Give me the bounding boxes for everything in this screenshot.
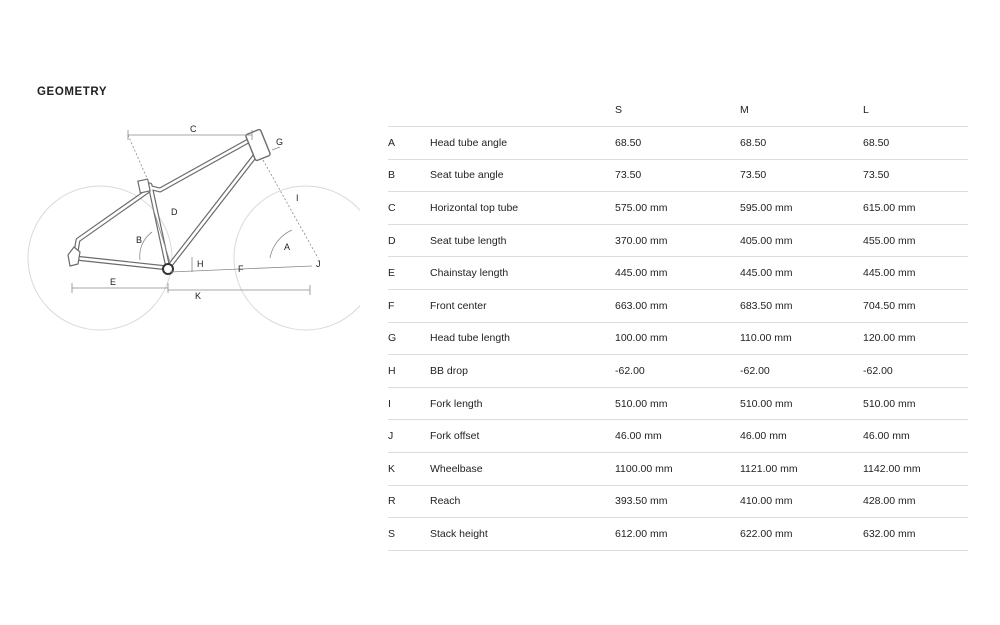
value-m: 683.50 mm (740, 299, 793, 312)
table-row (388, 225, 968, 258)
table-row (388, 518, 968, 551)
value-m: 445.00 mm (740, 267, 793, 280)
dim-label-g: G (276, 137, 284, 147)
dim-label-h: H (197, 259, 204, 269)
dim-label-c: C (190, 124, 197, 134)
value-m: 595.00 mm (740, 201, 793, 214)
row-key: A (388, 136, 396, 149)
value-l: 704.50 mm (863, 299, 916, 312)
head-tube (245, 129, 270, 161)
table-row (388, 323, 968, 356)
value-s: 393.50 mm (615, 495, 668, 508)
table-row (388, 127, 968, 160)
row-key: H (388, 364, 396, 377)
value-s: 575.00 mm (615, 201, 668, 214)
row-name: Head tube length (430, 332, 510, 345)
value-l: 73.50 (863, 169, 890, 182)
value-m: -62.00 (740, 364, 770, 377)
value-l: 615.00 mm (863, 201, 916, 214)
geometry-table (388, 96, 968, 551)
dim-label-d: D (171, 207, 178, 217)
table-row (388, 192, 968, 225)
bike-geometry-diagram (0, 120, 360, 340)
row-key: B (388, 169, 396, 182)
row-key: S (388, 527, 396, 540)
value-l: 120.00 mm (863, 332, 916, 345)
row-name: BB drop (430, 364, 468, 377)
value-m: 110.00 mm (740, 332, 792, 345)
row-key: C (388, 201, 396, 214)
value-s: 663.00 mm (615, 299, 668, 312)
value-s: 1100.00 mm (615, 462, 673, 475)
value-s: -62.00 (615, 364, 645, 377)
dim-label-f: F (238, 264, 244, 274)
value-s: 68.50 (615, 136, 642, 149)
row-key: K (388, 462, 396, 475)
value-l: 1142.00 mm (863, 462, 921, 475)
value-s: 510.00 mm (615, 397, 668, 410)
table-row (388, 486, 968, 519)
dim-label-b: B (136, 235, 143, 245)
row-name: Seat tube angle (430, 169, 504, 182)
value-s: 370.00 mm (615, 234, 668, 247)
value-s: 100.00 mm (615, 332, 668, 345)
table-row (388, 290, 968, 323)
value-m: 46.00 mm (740, 430, 787, 443)
dim-label-j: J (316, 259, 321, 269)
row-name: Seat tube length (430, 234, 507, 247)
bike-frame (75, 140, 258, 268)
row-name: Front center (430, 299, 487, 312)
table-header (388, 96, 968, 127)
row-key: E (388, 267, 396, 280)
value-m: 410.00 mm (740, 495, 793, 508)
row-key: I (388, 397, 391, 410)
dimension-lines (72, 130, 318, 295)
value-l: 46.00 mm (863, 430, 910, 443)
row-name: Fork offset (430, 430, 480, 443)
dim-label-e: E (110, 277, 117, 287)
value-l: 68.50 (863, 136, 890, 149)
value-m: 73.50 (740, 169, 767, 182)
header-size-m: M (740, 104, 749, 116)
value-s: 612.00 mm (615, 527, 668, 540)
row-name: Wheelbase (430, 462, 483, 475)
dim-label-a: A (284, 242, 291, 252)
header-size-l: L (863, 104, 869, 116)
row-name: Chainstay length (430, 267, 509, 280)
row-name: Stack height (430, 527, 488, 540)
value-m: 622.00 mm (740, 527, 793, 540)
seat-clamp (138, 179, 150, 193)
rear-dropout (68, 247, 80, 266)
rear-wheel (28, 186, 172, 330)
value-l: 428.00 mm (863, 495, 916, 508)
dim-label-k: K (195, 291, 202, 301)
value-l: -62.00 (863, 364, 893, 377)
value-l: 632.00 mm (863, 527, 916, 540)
row-key: F (388, 299, 395, 312)
bike-frame-inner (75, 140, 258, 268)
page-title: GEOMETRY (37, 86, 108, 98)
header-size-s: S (615, 104, 623, 116)
row-key: R (388, 495, 396, 508)
value-s: 73.50 (615, 169, 642, 182)
value-m: 1121.00 mm (740, 462, 798, 475)
table-row (388, 160, 968, 193)
row-key: G (388, 332, 397, 345)
value-l: 455.00 mm (863, 234, 916, 247)
row-name: Reach (430, 495, 461, 508)
row-name: Horizontal top tube (430, 201, 519, 214)
value-m: 405.00 mm (740, 234, 793, 247)
value-l: 510.00 mm (863, 397, 916, 410)
value-s: 445.00 mm (615, 267, 668, 280)
table-row (388, 257, 968, 290)
table-row (388, 388, 968, 421)
front-wheel (234, 186, 360, 330)
value-m: 510.00 mm (740, 397, 793, 410)
dim-label-i: I (296, 193, 299, 203)
value-s: 46.00 mm (615, 430, 662, 443)
value-l: 445.00 mm (863, 267, 916, 280)
row-key: J (388, 430, 394, 443)
bottom-bracket (163, 264, 173, 274)
table-row (388, 453, 968, 486)
row-name: Fork length (430, 397, 483, 410)
value-m: 68.50 (740, 136, 767, 149)
row-name: Head tube angle (430, 136, 508, 149)
table-row (388, 355, 968, 388)
table-row (388, 420, 968, 453)
row-key: D (388, 234, 396, 247)
